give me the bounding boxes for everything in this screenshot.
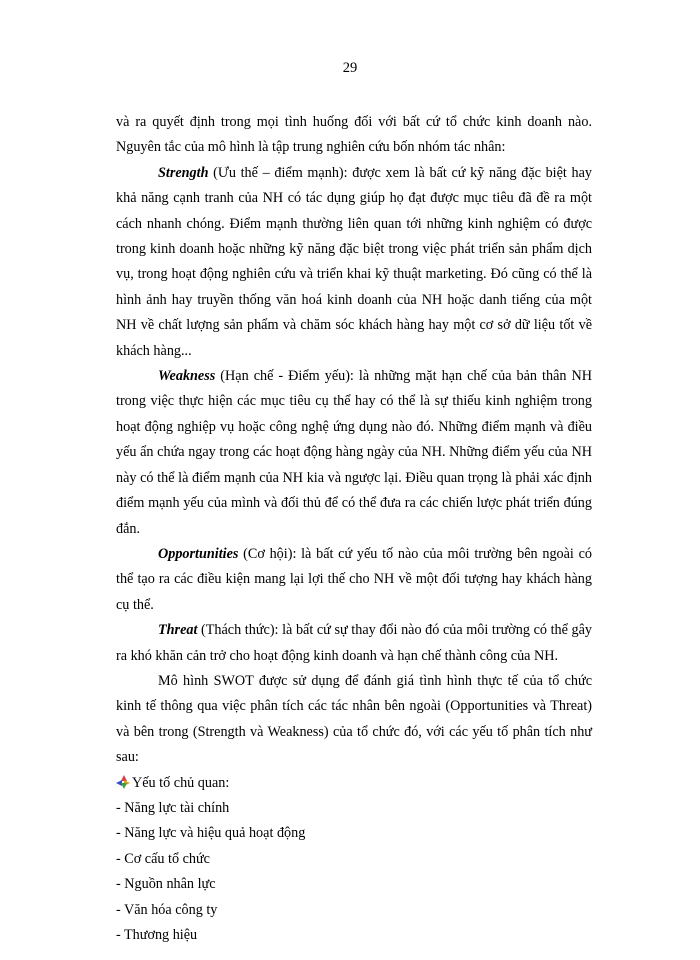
swot-paragraph: Mô hình SWOT được sử dụng để đánh giá tình hình thực tế của tổ chức kinh tế thông qua việc phân tích các tác nhân bên ngoài (Opportunities và Threat) và bên trong (Strength và Weakness) của tổ chức đó, với các yếu tố phân tích như sau: xyxy=(116,672,592,766)
list-item: - Năng lực và hiệu quả hoạt động xyxy=(116,825,306,842)
list-item: - Thương hiệu xyxy=(116,927,198,943)
list-item: - Cơ cấu tổ chức xyxy=(116,850,210,867)
strength-term: Strength xyxy=(158,164,209,181)
weakness-term: Weakness xyxy=(158,368,216,385)
opportunities-text: (Cơ hội): là bất cứ yếu tố nào của môi trường bên ngoài có thể tạo ra các điều kiện mang lại lợi thế cho NH về một đối tượng hay khách hàng cụ thể. xyxy=(116,545,592,613)
opportunities-term: Opportunities xyxy=(158,545,239,562)
threat-term: Threat xyxy=(158,622,198,639)
weakness-text: (Hạn chế - Điểm yếu): là những mặt hạn chế của bản thân NH trong việc thực hiện các mục tiêu cụ thể hay có thể là sự thiếu kinh nghiệm trong hoạt động nghiệp vụ hoặc công nghệ ứng dụng nào đó. Những điểm mạnh và điều yếu ẩn chứa ngay trong các hoạt động hàng ngày của NH. Những điểm yếu của NH này có thể là điểm mạnh của NH kia và ngược lại. Điều quan trọng là phải xác định điểm mạnh yếu của mình và đối thủ để có thể đưa ra các chiến lược phát triển đúng đắn. xyxy=(116,368,592,537)
subjective-factors-heading-text: Yếu tố chủ quan: xyxy=(132,774,230,791)
list-item: - Nguồn nhân lực xyxy=(116,876,216,893)
list-item: - Văn hóa công ty xyxy=(116,901,218,918)
four-arrows-bullet-icon xyxy=(116,775,130,789)
list-item: - Năng lực tài chính xyxy=(116,799,230,816)
opportunities-paragraph xyxy=(116,542,592,618)
threat-text: (Thách thức): là bất cứ sự thay đổi nào đó của môi trường có thể gây ra khó khăn cản trở cho hoạt động kinh doanh và hạn chế thành công của NH. xyxy=(116,622,592,664)
subjective-factors-list xyxy=(116,796,592,948)
page-number: 29 xyxy=(342,60,358,76)
document-body xyxy=(116,110,592,948)
strength-paragraph xyxy=(116,161,592,364)
intro-paragraph: và ra quyết định trong mọi tình huống đối với bất cứ tổ chức kinh doanh nào. Nguyên tắc của mô hình là tập trung nghiên cứu bốn nhóm tác nhân: xyxy=(116,114,592,156)
threat-paragraph xyxy=(116,618,592,669)
strength-text: (Ưu thế – điểm mạnh): được xem là bất cứ kỹ năng đặc biệt hay khả năng cạnh tranh của NH có tác dụng giúp họ đạt được mục tiêu đã đề ra một cách nhanh chóng. Điểm mạnh thường liên quan tới những kinh nghiệm có được trong kinh doanh hoặc những kỹ năng đặc biệt trong việc phát triển sản phẩm dịch vụ, trong hoạt động nghiên cứu và triển khai kỹ thuật marketing. Đó cũng có thể là hình ảnh hay truyền thống văn hoá kinh doanh của NH hoặc danh tiếng của một NH về chất lượng sản phẩm và chăm sóc khách hàng hay một cơ sở dữ liệu tốt về khách hàng... xyxy=(116,164,592,359)
weakness-paragraph xyxy=(116,364,592,542)
subjective-factors-heading xyxy=(116,771,592,796)
